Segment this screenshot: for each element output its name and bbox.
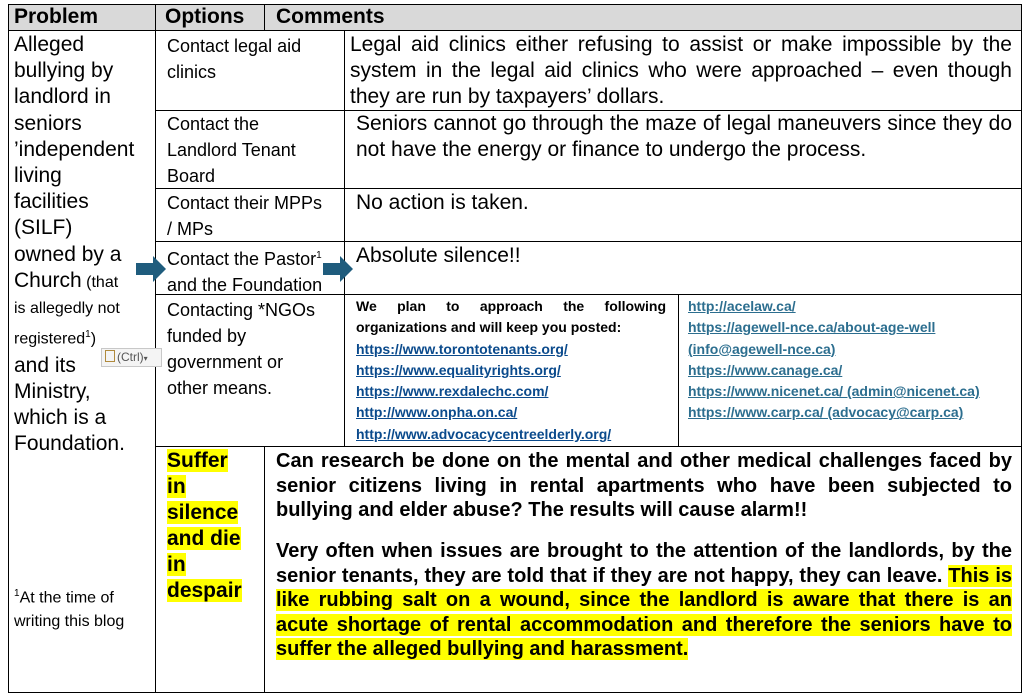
- problem-line: which is a: [14, 406, 107, 430]
- suffer-line: Suffer: [167, 449, 228, 472]
- problem-registered: registered: [14, 330, 86, 348]
- problem-line: is allegedly not: [14, 300, 120, 318]
- problem-line: facilities: [14, 190, 89, 214]
- problem-line: and its: [14, 353, 76, 377]
- option-line: and the Foundation: [167, 275, 323, 295]
- option-line: Contact legal aid: [167, 36, 302, 56]
- arrow-right-icon: [323, 256, 353, 282]
- footnote: [14, 582, 124, 634]
- org-link[interactable]: https://www.torontotenants.org/: [356, 340, 568, 357]
- option-line: / MPs: [167, 219, 214, 239]
- option-line: clinics: [167, 62, 217, 82]
- problem-line: living: [14, 164, 62, 188]
- option-line: funded by: [167, 326, 247, 346]
- org-link[interactable]: https://www.nicenet.ca/ (admin@nicenet.ca): [688, 383, 980, 400]
- problem-line: landlord in: [14, 85, 111, 109]
- suffer-line: in: [167, 553, 186, 576]
- problem-paren: ): [90, 330, 97, 348]
- pastor-footnote-sup: 1: [316, 250, 322, 261]
- problem-line: Ministry,: [14, 379, 91, 403]
- org-link[interactable]: https://www.canage.ca/: [688, 361, 843, 378]
- org-link[interactable]: http://www.advocacycentreelderly.org/: [356, 425, 612, 442]
- option-ngos: [167, 297, 315, 401]
- problem-church: Church: [14, 268, 82, 292]
- option-line: [167, 243, 322, 272]
- header-options: Options: [165, 5, 245, 28]
- problem-text: [14, 32, 156, 458]
- suffer-label: [167, 448, 242, 604]
- org-link[interactable]: https://www.equalityrights.org/: [356, 361, 561, 378]
- chevron-down-icon: ▾: [143, 354, 148, 363]
- grid-bottom-split: [264, 446, 265, 692]
- footnote-marker: 1: [14, 588, 20, 599]
- option-line: Board: [167, 166, 216, 186]
- paste-options-button[interactable]: [101, 348, 162, 367]
- orgs-intro: We plan to approach the following organizations and will keep you posted:: [356, 298, 666, 336]
- option-line: Landlord Tenant: [167, 140, 296, 160]
- org-link[interactable]: http://www.onpha.on.ca/: [356, 404, 518, 421]
- landlord-paragraph-highlight: This is like rubbing salt on a wound, since the landlord is aware that there is an acute shortage of rental accommodation and therefore the seniors have to suffer the alleged bullying and harassment.: [276, 564, 1012, 660]
- org-link[interactable]: https://www.rexdalechc.com/: [356, 383, 549, 400]
- paste-options-label: (Ctrl): [117, 350, 144, 364]
- footnote-sup: 1: [85, 329, 91, 341]
- grid-row5-bottom: [156, 446, 1022, 447]
- header-comments: Comments: [276, 5, 385, 28]
- org-link[interactable]: http://acelaw.ca/: [688, 298, 796, 314]
- grid-bottom: [8, 692, 1022, 693]
- option-legal-aid: [167, 33, 301, 85]
- option-line: Contacting *NGOs: [167, 300, 316, 320]
- grid-top: [8, 4, 1022, 5]
- problem-line: (SILF): [14, 216, 73, 240]
- footnote-line: [14, 582, 124, 610]
- org-link[interactable]: (info@agewell-nce.ca): [688, 340, 836, 357]
- option-pastor-text: Contact the Pastor: [167, 249, 317, 269]
- footnote-text: At the time of: [19, 589, 114, 607]
- landlord-paragraph-plain: Very often when issues are brought to the attention of the landlords, by the senior tenants, they are told that if they are not happy, they can leave.: [276, 540, 1012, 587]
- comment-mpps: No action is taken.: [356, 191, 529, 214]
- org-link[interactable]: https://www.carp.ca/ (advocacy@carp.ca): [688, 404, 964, 421]
- option-line: Contact the: [167, 114, 260, 134]
- problem-note: (that: [81, 273, 119, 291]
- research-paragraph: Can research be done on the mental and other medical challenges faced by senior citizens living in rental apartments who have been subjected to bullying and elder abuse? The results will cause alarm!!: [276, 450, 1012, 521]
- option-line: other means.: [167, 378, 273, 398]
- orgs-left: [356, 296, 666, 445]
- problem-line: Alleged: [14, 33, 85, 56]
- suffer-line: in: [167, 475, 186, 498]
- suffer-line: and die: [167, 527, 241, 550]
- footnote-line: writing this blog: [14, 613, 125, 631]
- option-pastor: [167, 243, 322, 298]
- comment-pastor: Absolute silence!!: [356, 244, 521, 267]
- grid-orgs-split: [678, 294, 679, 446]
- problem-line: bullying by: [14, 59, 114, 83]
- option-line: government or: [167, 352, 284, 372]
- comment-landlord-tenant-board: Seniors cannot go through the maze of legal maneuvers since they do not have the energy or finance to undergo the process.: [356, 112, 1012, 161]
- grid-right: [1021, 4, 1022, 693]
- grid-options-right: [344, 30, 345, 446]
- arrow-right-icon: [136, 256, 166, 282]
- problem-line: [14, 268, 156, 296]
- suffer-line: silence: [167, 501, 239, 524]
- problem-line: ’independent: [14, 137, 135, 161]
- grid-left: [8, 4, 9, 693]
- suffer-line: despair: [167, 579, 242, 602]
- option-mpps: [167, 190, 322, 242]
- orgs-right: [688, 296, 1018, 424]
- landlord-paragraph: [276, 539, 1012, 662]
- problem-line: owned by a: [14, 242, 122, 266]
- org-link[interactable]: https://agewell-nce.ca/about-age-well: [688, 319, 936, 336]
- option-landlord-tenant-board: [167, 111, 296, 189]
- option-line: Contact their MPPs: [167, 193, 323, 213]
- clipboard-icon: [105, 350, 115, 362]
- problem-line: seniors: [14, 111, 82, 135]
- header-problem: Problem: [14, 5, 99, 28]
- grid-header-bottom: [8, 30, 1022, 31]
- comment-legal-aid: Legal aid clinics either refusing to assist or make impossible by the system in the legal aid clinics who were approached – even though they are run by taxpayers’ dollars.: [350, 33, 1012, 108]
- problem-line: Foundation.: [14, 432, 125, 456]
- grid-options-header-right: [264, 4, 265, 30]
